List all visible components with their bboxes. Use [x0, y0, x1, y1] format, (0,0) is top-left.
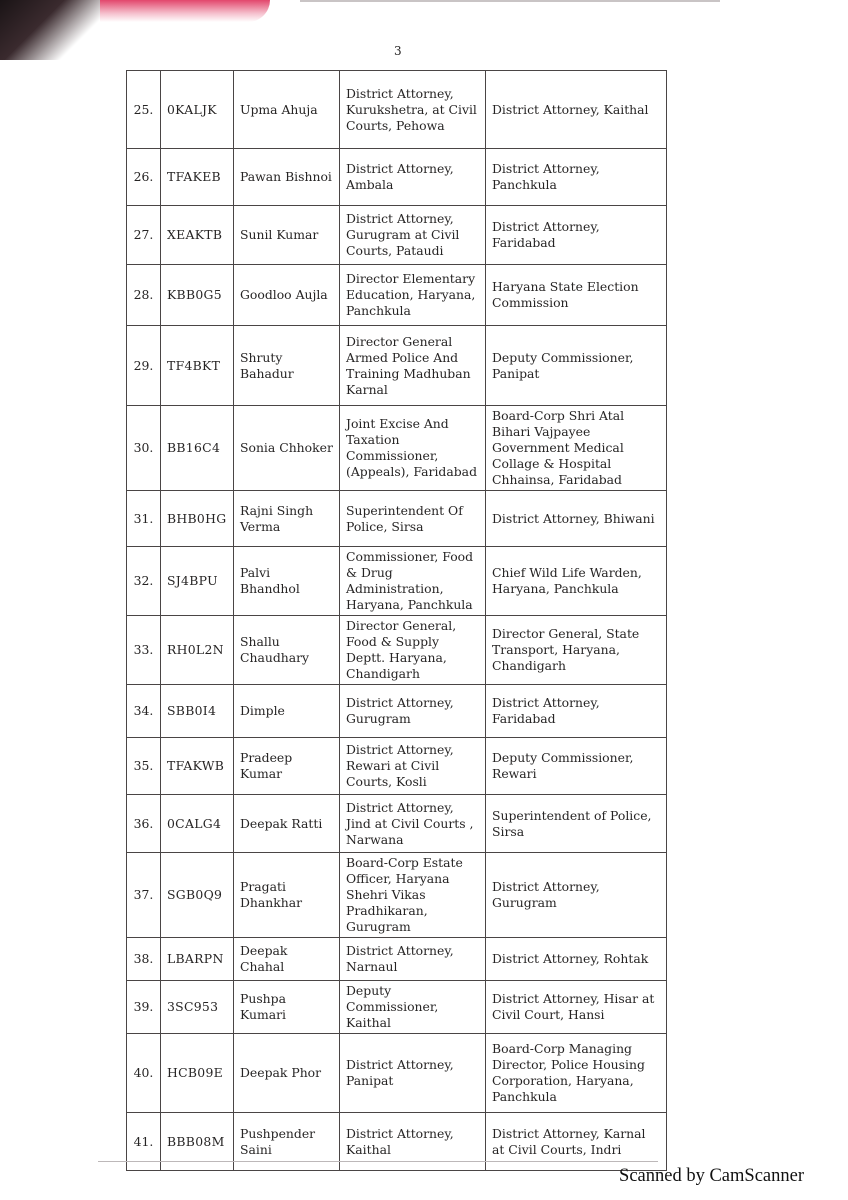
- table-row: [127, 149, 667, 206]
- table-row: [127, 616, 667, 685]
- new-posting-cell: District Attorney, Gurugram: [486, 853, 667, 938]
- transfer-table: [126, 70, 667, 1171]
- serial-number-cell: 29.: [127, 326, 161, 406]
- officer-name-cell: Sunil Kumar: [234, 206, 340, 265]
- officer-code-cell: HCB09E: [161, 1034, 234, 1113]
- table-row: [127, 406, 667, 491]
- scan-background-edge: [100, 0, 270, 22]
- officer-name-cell: Upma Ahuja: [234, 71, 340, 149]
- new-posting-cell: District Attorney, Karnal at Civil Courts, Indri: [486, 1113, 667, 1171]
- serial-number-cell: 34.: [127, 685, 161, 738]
- scanner-watermark: Scanned by CamScanner: [619, 1166, 804, 1186]
- page-top-edge: [300, 0, 720, 2]
- officer-name-cell: Rajni Singh Verma: [234, 491, 340, 547]
- table-row: [127, 491, 667, 547]
- table-row: [127, 981, 667, 1034]
- serial-number-cell: 37.: [127, 853, 161, 938]
- serial-number-cell: 35.: [127, 738, 161, 795]
- serial-number-cell: 32.: [127, 547, 161, 616]
- officer-name-cell: Goodloo Aujla: [234, 265, 340, 326]
- officer-code-cell: 0CALG4: [161, 795, 234, 853]
- officer-name-cell: Pushpa Kumari: [234, 981, 340, 1034]
- officer-name-cell: Dimple: [234, 685, 340, 738]
- present-posting-cell: Deputy Commissioner, Kaithal: [340, 981, 486, 1034]
- present-posting-cell: Director General, Food & Supply Deptt. Haryana, Chandigarh: [340, 616, 486, 685]
- present-posting-cell: Board-Corp Estate Officer, Haryana Shehri Vikas Pradhikaran, Gurugram: [340, 853, 486, 938]
- officer-code-cell: KBB0G5: [161, 265, 234, 326]
- serial-number-cell: 36.: [127, 795, 161, 853]
- serial-number-cell: 38.: [127, 938, 161, 981]
- officer-name-cell: Pragati Dhankhar: [234, 853, 340, 938]
- officer-code-cell: BB16C4: [161, 406, 234, 491]
- serial-number-cell: 25.: [127, 71, 161, 149]
- officer-name-cell: Pawan Bishnoi: [234, 149, 340, 206]
- present-posting-cell: Director General Armed Police And Training Madhuban Karnal: [340, 326, 486, 406]
- officer-code-cell: SJ4BPU: [161, 547, 234, 616]
- new-posting-cell: District Attorney, Kaithal: [486, 71, 667, 149]
- new-posting-cell: Haryana State Election Commission: [486, 265, 667, 326]
- present-posting-cell: District Attorney, Ambala: [340, 149, 486, 206]
- table-row: [127, 738, 667, 795]
- new-posting-cell: District Attorney, Panchkula: [486, 149, 667, 206]
- officer-name-cell: Shruty Bahadur: [234, 326, 340, 406]
- present-posting-cell: Commissioner, Food & Drug Administration, Haryana, Panchkula: [340, 547, 486, 616]
- officer-code-cell: RH0L2N: [161, 616, 234, 685]
- new-posting-cell: District Attorney, Rohtak: [486, 938, 667, 981]
- present-posting-cell: District Attorney, Gurugram at Civil Courts, Pataudi: [340, 206, 486, 265]
- new-posting-cell: Director General, State Transport, Haryana, Chandigarh: [486, 616, 667, 685]
- serial-number-cell: 40.: [127, 1034, 161, 1113]
- present-posting-cell: Superintendent Of Police, Sirsa: [340, 491, 486, 547]
- serial-number-cell: 33.: [127, 616, 161, 685]
- officer-name-cell: Pushpender Saini: [234, 1113, 340, 1171]
- officer-code-cell: 0KALJK: [161, 71, 234, 149]
- officer-name-cell: Deepak Ratti: [234, 795, 340, 853]
- present-posting-cell: District Attorney, Jind at Civil Courts , Narwana: [340, 795, 486, 853]
- table-row: [127, 685, 667, 738]
- page-bottom-rule: [98, 1161, 658, 1162]
- table-row: [127, 265, 667, 326]
- officer-code-cell: 3SC953: [161, 981, 234, 1034]
- present-posting-cell: District Attorney, Kurukshetra, at Civil Courts, Pehowa: [340, 71, 486, 149]
- new-posting-cell: Chief Wild Life Warden, Haryana, Panchkula: [486, 547, 667, 616]
- serial-number-cell: 27.: [127, 206, 161, 265]
- officer-name-cell: Shallu Chaudhary: [234, 616, 340, 685]
- new-posting-cell: Board-Corp Shri Atal Bihari Vajpayee Government Medical Collage & Hospital Chhainsa, Faridabad: [486, 406, 667, 491]
- present-posting-cell: District Attorney, Panipat: [340, 1034, 486, 1113]
- scan-shadow: [0, 0, 100, 60]
- table-row: [127, 795, 667, 853]
- officer-code-cell: BHB0HG: [161, 491, 234, 547]
- new-posting-cell: Deputy Commissioner, Rewari: [486, 738, 667, 795]
- table-row: [127, 547, 667, 616]
- officer-code-cell: TFAKWB: [161, 738, 234, 795]
- new-posting-cell: Board-Corp Managing Director, Police Housing Corporation, Haryana, Panchkula: [486, 1034, 667, 1113]
- table-row: [127, 938, 667, 981]
- officer-name-cell: Deepak Phor: [234, 1034, 340, 1113]
- serial-number-cell: 31.: [127, 491, 161, 547]
- officer-name-cell: Palvi Bhandhol: [234, 547, 340, 616]
- officer-code-cell: LBARPN: [161, 938, 234, 981]
- officer-code-cell: BBB08M: [161, 1113, 234, 1171]
- present-posting-cell: District Attorney, Narnaul: [340, 938, 486, 981]
- present-posting-cell: Director Elementary Education, Haryana, Panchkula: [340, 265, 486, 326]
- new-posting-cell: Deputy Commissioner, Panipat: [486, 326, 667, 406]
- officer-code-cell: XEAKTB: [161, 206, 234, 265]
- new-posting-cell: District Attorney, Hisar at Civil Court, Hansi: [486, 981, 667, 1034]
- officer-name-cell: Pradeep Kumar: [234, 738, 340, 795]
- present-posting-cell: District Attorney, Kaithal: [340, 1113, 486, 1171]
- present-posting-cell: District Attorney, Rewari at Civil Courts, Kosli: [340, 738, 486, 795]
- transfer-table-body: [127, 71, 667, 1171]
- table-row: [127, 853, 667, 938]
- new-posting-cell: District Attorney, Faridabad: [486, 685, 667, 738]
- page-number: 3: [394, 44, 402, 58]
- present-posting-cell: District Attorney, Gurugram: [340, 685, 486, 738]
- officer-code-cell: TF4BKT: [161, 326, 234, 406]
- table-row: [127, 326, 667, 406]
- officer-name-cell: Sonia Chhoker: [234, 406, 340, 491]
- table-row: [127, 71, 667, 149]
- officer-code-cell: TFAKEB: [161, 149, 234, 206]
- serial-number-cell: 39.: [127, 981, 161, 1034]
- table-row: [127, 1034, 667, 1113]
- new-posting-cell: Superintendent of Police, Sirsa: [486, 795, 667, 853]
- officer-code-cell: SBB0I4: [161, 685, 234, 738]
- serial-number-cell: 30.: [127, 406, 161, 491]
- officer-code-cell: SGB0Q9: [161, 853, 234, 938]
- officer-name-cell: Deepak Chahal: [234, 938, 340, 981]
- table-row: [127, 206, 667, 265]
- serial-number-cell: 26.: [127, 149, 161, 206]
- present-posting-cell: Joint Excise And Taxation Commissioner, (Appeals), Faridabad: [340, 406, 486, 491]
- new-posting-cell: District Attorney, Faridabad: [486, 206, 667, 265]
- serial-number-cell: 28.: [127, 265, 161, 326]
- new-posting-cell: District Attorney, Bhiwani: [486, 491, 667, 547]
- serial-number-cell: 41.: [127, 1113, 161, 1171]
